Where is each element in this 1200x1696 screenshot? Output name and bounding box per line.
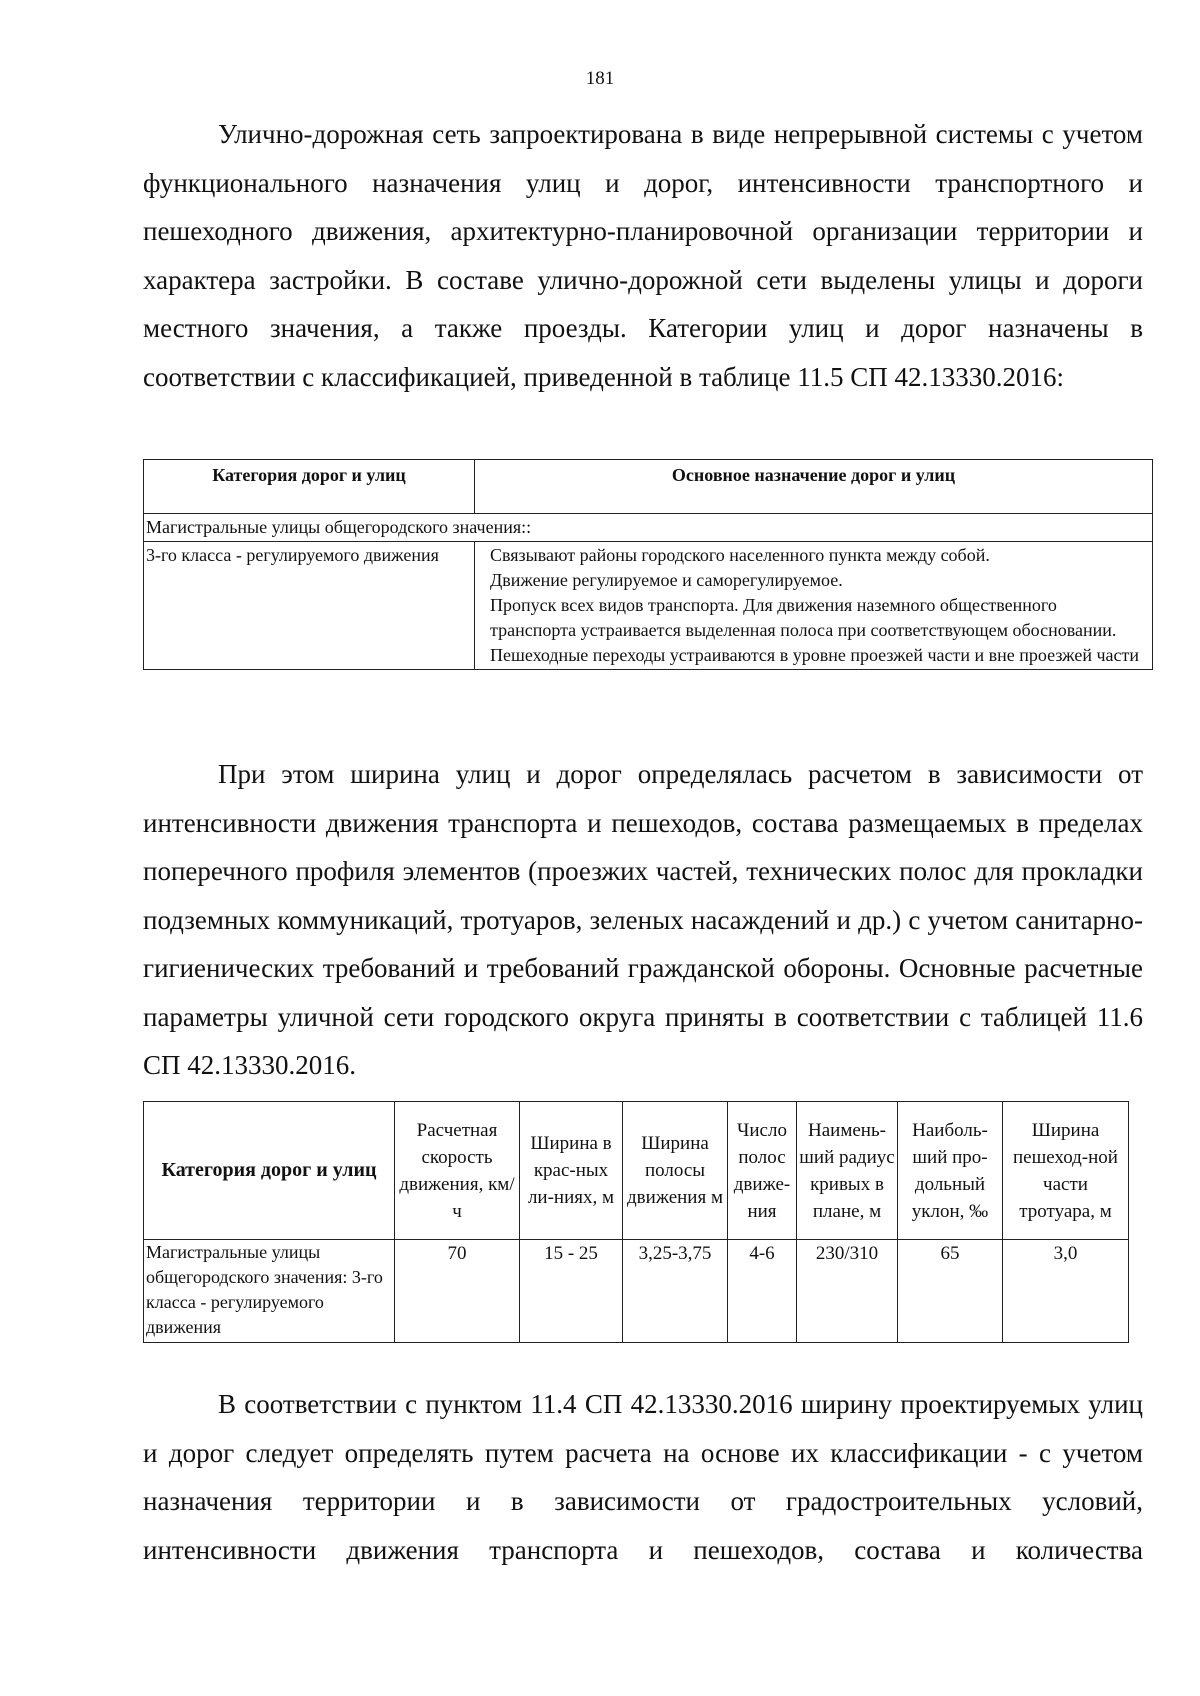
table1-group-label: Магистральные улицы общегородского значения:: — [144, 514, 1153, 542]
street-parameters-table — [143, 1101, 1129, 1343]
table1-header-purpose: Основное назначение дорог и улиц — [475, 460, 1153, 514]
table2-lane-count-cell: 4-6 — [728, 1240, 797, 1343]
table2-header-sidewalk-width: Ширина пешеход-ной части тротуара, м — [1003, 1102, 1129, 1240]
purpose-line: Пешеходные переходы устраиваются в уровне проезжей части и вне проезжей части — [490, 645, 1139, 665]
table1-header-category: Категория дорог и улиц — [144, 460, 475, 514]
table2-header-category: Категория дорог и улиц — [144, 1102, 395, 1240]
table2-header-slope: Наиболь-ший про-дольный уклон, ‰ — [898, 1102, 1003, 1240]
table1-category-cell: 3-го класса - регулируемого движения — [144, 542, 475, 670]
table2-category-cell: Магистральные улицы общегородского значения: 3-го класса - регулируемого движения — [144, 1240, 395, 1343]
page-number: 181 — [585, 68, 615, 89]
purpose-line: Пропуск всех видов транспорта. Для движения наземного общественного транспорта устраивается выделенная полоса при соответствующем обосновании. — [490, 595, 1117, 640]
table1-purpose-cell — [475, 542, 1153, 670]
table2-slope-cell: 65 — [898, 1240, 1003, 1343]
paragraph-width-calculation: При этом ширина улиц и дорог определялась расчетом в зависимости от интенсивности движения транспорта и пешеходов, состава размещаемых в пределах поперечного профиля элементов (проезжих частей, технических полос для прокладки подземных коммуникаций, тротуаров, зеленых насаждений и др.) с учетом санитарно-гигиенических требований и требований гражданской обороны. Основные расчетные параметры уличной сети городского округа приняты в соответствии с таблицей 11.6 СП 42.13330.2016. — [143, 759, 1143, 1080]
table2-header-lane-width: Ширина полосы движения м — [623, 1102, 728, 1240]
table2-sidewalk-width-cell: 3,0 — [1003, 1240, 1129, 1343]
table2-red-lines-width-cell: 15 - 25 — [520, 1240, 623, 1343]
table2-header-red-lines-width: Ширина в крас-ных ли-ниях, м — [520, 1102, 623, 1240]
table2-speed-cell: 70 — [395, 1240, 520, 1343]
table2-header-lane-count: Число полос движе-ния — [728, 1102, 797, 1240]
purpose-line: Движение регулируемое и саморегулируемое. — [490, 570, 843, 590]
table2-lane-width-cell: 3,25-3,75 — [623, 1240, 728, 1343]
paragraph-width-definition: В соответствии с пунктом 11.4 СП 42.13330.2016 ширину проектируемых улиц и дорог следует определять путем расчета на основе их классификации - с учетом назначения территории и в зависимости от градостроительных условий, интенсивности движения транспорта и пешеходов, состава и количества — [143, 1389, 1143, 1565]
road-category-table — [143, 459, 1153, 670]
table2-header-curve-radius: Наимень-ший радиус кривых в плане, м — [797, 1102, 898, 1240]
purpose-line: Связывают районы городского населенного пункта между собой. — [490, 545, 990, 565]
table2-curve-radius-cell: 230/310 — [797, 1240, 898, 1343]
table2-header-speed: Расчетная скорость движения, км/ч — [395, 1102, 520, 1240]
paragraph-intro: Улично-дорожная сеть запроектирована в виде непрерывной системы с учетом функционального назначения улиц и дорог, интенсивности транспортного и пешеходного движения, архитектурно-планировочной организации территории и характера застройки. В составе улично-дорожной сети выделены улицы и дороги местного значения, а также проезды. Категории улиц и дорог назначены в соответствии с классификацией, приведенной в таблице 11.5 СП 42.13330.2016: — [143, 119, 1143, 392]
